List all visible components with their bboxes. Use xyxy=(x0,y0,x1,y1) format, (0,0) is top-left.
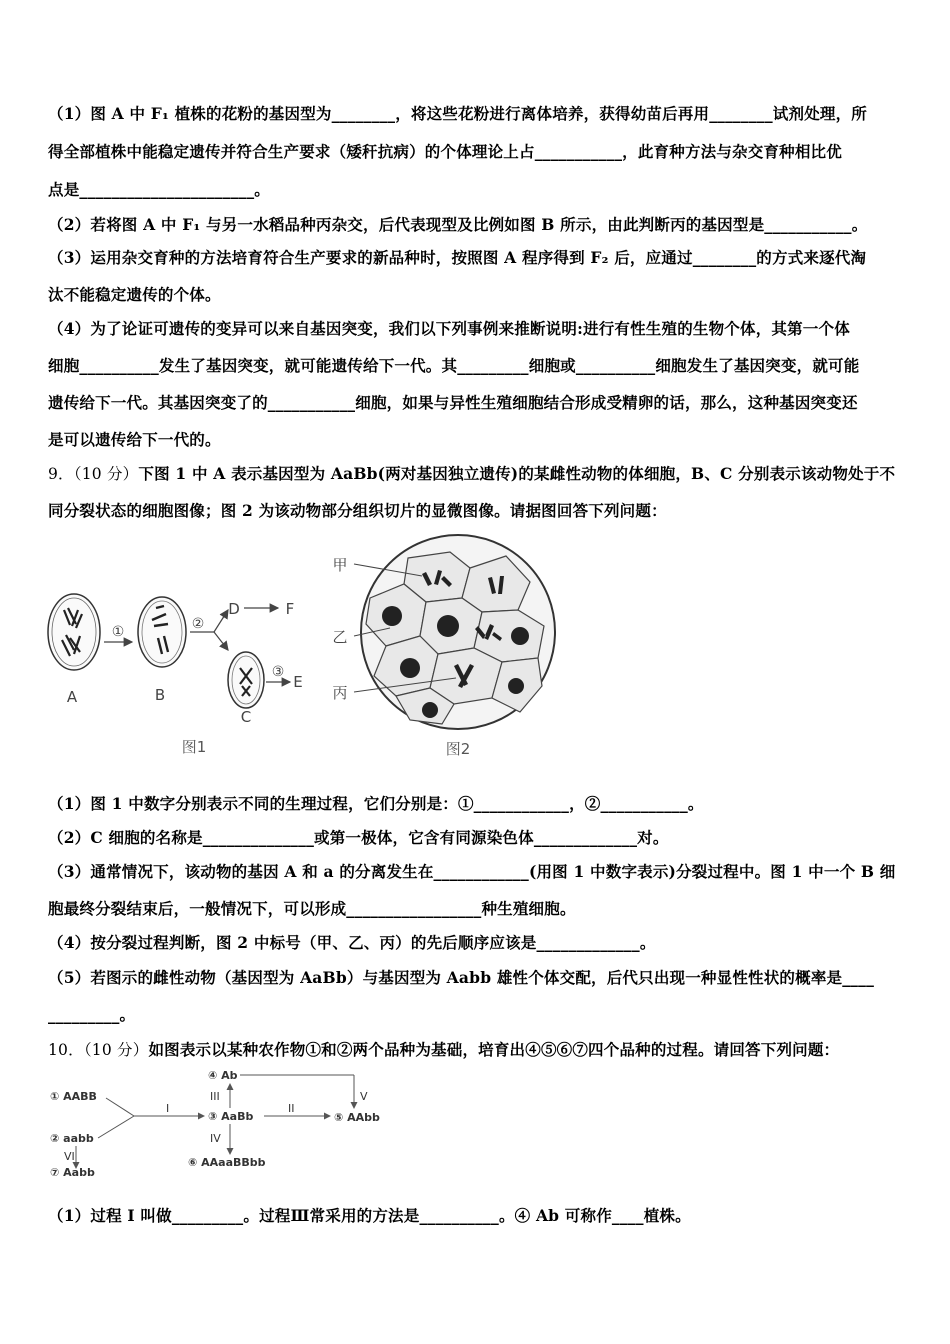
node-4: ④ Ab xyxy=(208,1069,238,1082)
step-IV: IV xyxy=(210,1132,221,1145)
line-1 xyxy=(106,1098,134,1116)
q8-part3-line2: 汰不能稳定遗传的个体。 xyxy=(48,285,221,304)
label-e: E xyxy=(293,673,303,691)
q9-figure-2 xyxy=(330,528,570,764)
q9-figure-1 xyxy=(40,580,340,760)
label-yi: 乙 xyxy=(332,628,348,646)
step-II: II xyxy=(288,1102,295,1115)
step-3-label: ③ xyxy=(271,664,285,680)
node-6: ⑥ AAaaBBbb xyxy=(188,1156,266,1169)
q10-breeding-diagram xyxy=(44,1064,404,1184)
q9-part3-line1: （3）通常情况下，该动物的基因 A 和 a 的分离发生在____________(用图 1 中数字表示)分裂过程中。图 1 中一个 B 细 xyxy=(48,862,896,881)
q8-part4-line1: （4）为了论证可遗传的变异可以来自基因突变，我们以下列事例来推断说明:进行有性生殖的生物个体，其第一个体 xyxy=(48,319,850,338)
arrow-2-up xyxy=(214,610,228,632)
label-d: D xyxy=(228,600,240,618)
q8-part1-line2: 得全部植株中能稳定遗传并符合生产要求（矮秆抗病）的个体理论上占___________，此育种方法与杂交育种相比优 xyxy=(48,142,842,161)
step-I: I xyxy=(166,1102,170,1115)
label-c: C xyxy=(240,708,252,726)
q8-part4-line4: 是可以遗传给下一代的。 xyxy=(48,430,221,449)
q8-part1-line3: 点是______________________。 xyxy=(48,180,271,199)
cell-b xyxy=(138,597,186,667)
q9-stem-line1 xyxy=(48,462,895,484)
q10-score: （10 分） xyxy=(83,1041,149,1059)
step-2-label: ② xyxy=(191,616,205,632)
node-1: ① AABB xyxy=(50,1090,97,1103)
q9-number: 9． xyxy=(48,465,74,483)
q10-stem-text: 如图表示以某种农作物①和②两个品种为基础，培育出④⑤⑥⑦四个品种的过程。请回答下列问题： xyxy=(148,1040,840,1059)
q9-stem-line2: 同分裂状态的细胞图像；图 2 为该动物部分组织切片的显微图像。请据图回答下列问题： xyxy=(48,501,667,520)
q9-part5-line2: _________。 xyxy=(48,1005,136,1024)
label-b: B xyxy=(154,686,166,704)
q9-part5-line1: （5）若图示的雌性动物（基因型为 AaBb）与基因型为 Aabb 雄性个体交配，后代只出现一种显性性状的概率是____ xyxy=(48,968,875,987)
label-jia: 甲 xyxy=(332,556,348,574)
node-3: ③ AaBb xyxy=(208,1110,254,1123)
node-2: ② aabb xyxy=(50,1132,94,1145)
q9-part3-line2: 胞最终分裂结束后，一般情况下，可以形成_________________种生殖细胞。 xyxy=(48,899,576,918)
q9-part4: （4）按分裂过程判断，图 2 中标号（甲、乙、丙）的先后顺序应该是_____________。 xyxy=(48,933,656,952)
q9-stem-text: 下图 1 中 A 表示基因型为 AaBb(两对基因独立遗传)的某雌性动物的体细胞，B、C 分别表示该动物处于不 xyxy=(138,464,896,483)
label-a: A xyxy=(66,688,78,706)
q8-part4-line2: 细胞__________发生了基因突变，就可能遗传给下一代。其_________细胞或__________细胞发生了基因突变，就可能 xyxy=(48,356,860,375)
q9-score: （10 分） xyxy=(73,465,139,483)
q8-part2: （2）若将图 A 中 F₁ 与另一水稻品种丙杂交，后代表现型及比例如图 B 所示，由此判断丙的基因型是___________。 xyxy=(48,215,868,234)
node-5: ⑤ AAbb xyxy=(334,1111,380,1124)
q8-part4-line3: 遗传给下一代。其基因突变了的___________细胞，如果与异性生殖细胞结合形成受精卵的话，那么，这种基因突变还 xyxy=(48,393,858,412)
label-f: F xyxy=(285,600,295,618)
cell-a xyxy=(48,594,100,670)
line-2 xyxy=(98,1116,134,1138)
step-1-label: ① xyxy=(111,624,125,640)
cell-c xyxy=(228,652,264,708)
q8-part3-line1: （3）运用杂交育种的方法培育符合生产要求的新品种时，按照图 A 程序得到 F₂ 后，应通过________的方式来逐代淘 xyxy=(48,248,867,267)
q8-part1-line1: （1）图 A 中 F₁ 植株的花粉的基因型为________，将这些花粉进行离体培养，获得幼苗后再用________试剂处理，所 xyxy=(48,104,867,123)
step-III: III xyxy=(210,1090,220,1103)
q9-part1: （1）图 1 中数字分别表示不同的生理过程，它们分别是：①____________，②___________。 xyxy=(48,794,704,813)
arrow-2-down xyxy=(214,632,228,650)
node-7: ⑦ Aabb xyxy=(50,1166,95,1179)
q10-number: 10． xyxy=(48,1041,84,1059)
figure-1-caption: 图1 xyxy=(181,738,207,756)
step-VI: VI xyxy=(64,1150,75,1163)
q10-part1: （1）过程 I 叫做_________。过程Ⅲ常采用的方法是__________。④ Ab 可称作____植株。 xyxy=(48,1206,691,1225)
label-bing: 丙 xyxy=(332,684,348,702)
figure-2-caption: 图2 xyxy=(445,740,471,758)
step-V: V xyxy=(360,1090,368,1103)
q10-stem xyxy=(48,1038,839,1060)
q9-part2: （2）C 细胞的名称是______________或第一极体，它含有同源染色体_____________对。 xyxy=(48,828,669,847)
